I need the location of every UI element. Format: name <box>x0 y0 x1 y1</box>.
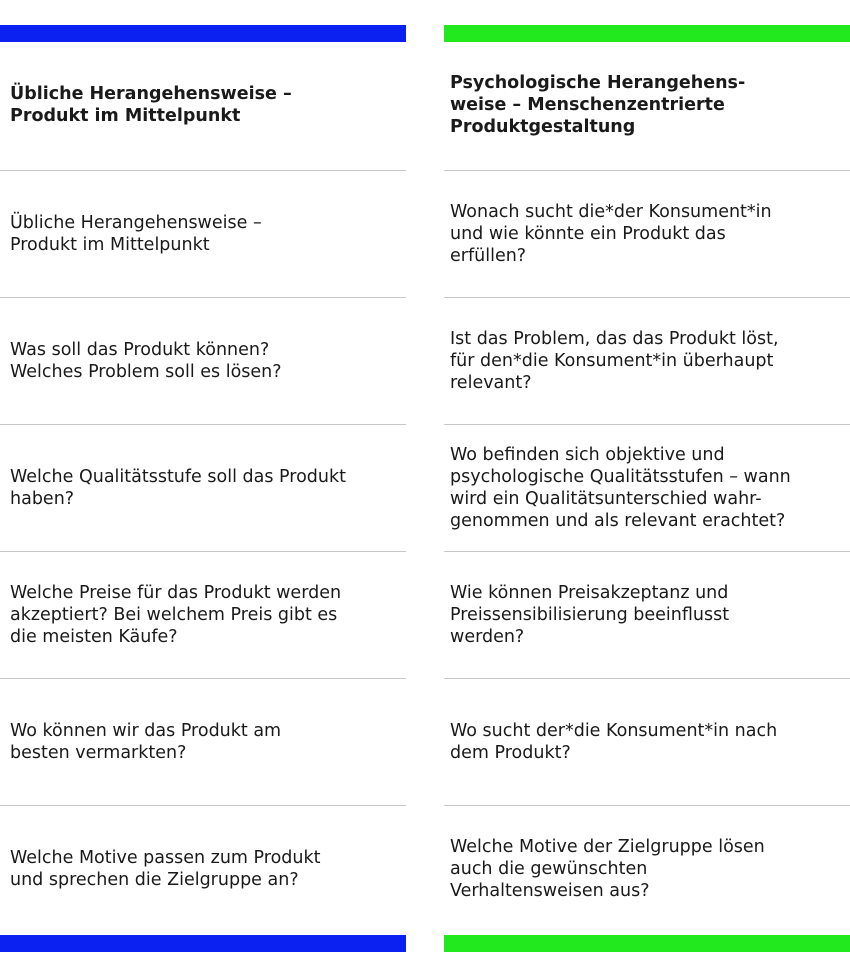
right-row-text: Wo sucht der*die Konsument*in nach dem Produkt? <box>450 721 778 763</box>
right-row-text: Wonach sucht die*der Konsument*in und wie könnte ein Produkt das erfüllen? <box>450 202 772 266</box>
left-top-accent-bar <box>0 25 406 42</box>
left-row-text: Wo können wir das Produkt am besten vermarkten? <box>10 721 282 763</box>
right-row-text: Wo befinden sich objektive und psychologische Qualitätsstufen – wann wird ein Qualitätsunterschied wahr- genommen und als relevant erachtet? <box>450 445 791 531</box>
right-top-accent-bar <box>444 25 850 42</box>
right-header-text: Psychologische Herangehens- weise – Menschenzentrierte Produktgestaltung <box>450 73 746 137</box>
left-row-text: Übliche Herangehensweise – Produkt im Mittelpunkt <box>10 213 262 255</box>
right-row <box>444 806 850 932</box>
right-row-text: Ist das Problem, das das Produkt löst, für den*die Konsument*in überhaupt relevant? <box>450 329 779 393</box>
left-row-text: Was soll das Produkt können? Welches Problem soll es lösen? <box>10 340 282 382</box>
right-bottom-accent-bar <box>444 935 850 952</box>
right-row <box>444 298 850 424</box>
left-row-text: Welche Motive passen zum Produkt und sprechen die Zielgruppe an? <box>10 848 321 890</box>
left-column <box>0 0 406 971</box>
right-column <box>444 0 850 971</box>
left-row <box>0 679 406 805</box>
left-row-text: Welche Preise für das Produkt werden akzeptiert? Bei welchem Preis gibt es die meisten Käufe? <box>10 583 342 647</box>
right-column-header <box>444 42 850 168</box>
left-row <box>0 806 406 932</box>
left-header-text: Übliche Herangehensweise – Produkt im Mittelpunkt <box>10 84 292 126</box>
left-row <box>0 425 406 551</box>
left-bottom-accent-bar <box>0 935 406 952</box>
right-row-text: Wie können Preisakzeptanz und Preissensibilisierung beeinflusst werden? <box>450 583 730 647</box>
left-row <box>0 552 406 678</box>
right-row <box>444 425 850 551</box>
left-row-text: Welche Qualitätsstufe soll das Produkt haben? <box>10 467 346 509</box>
left-row <box>0 298 406 424</box>
left-row <box>0 171 406 297</box>
right-row <box>444 679 850 805</box>
right-row <box>444 552 850 678</box>
right-row-text: Welche Motive der Zielgruppe lösen auch die gewünschten Verhaltensweisen aus? <box>450 837 765 901</box>
right-row <box>444 171 850 297</box>
left-column-header <box>0 42 406 168</box>
